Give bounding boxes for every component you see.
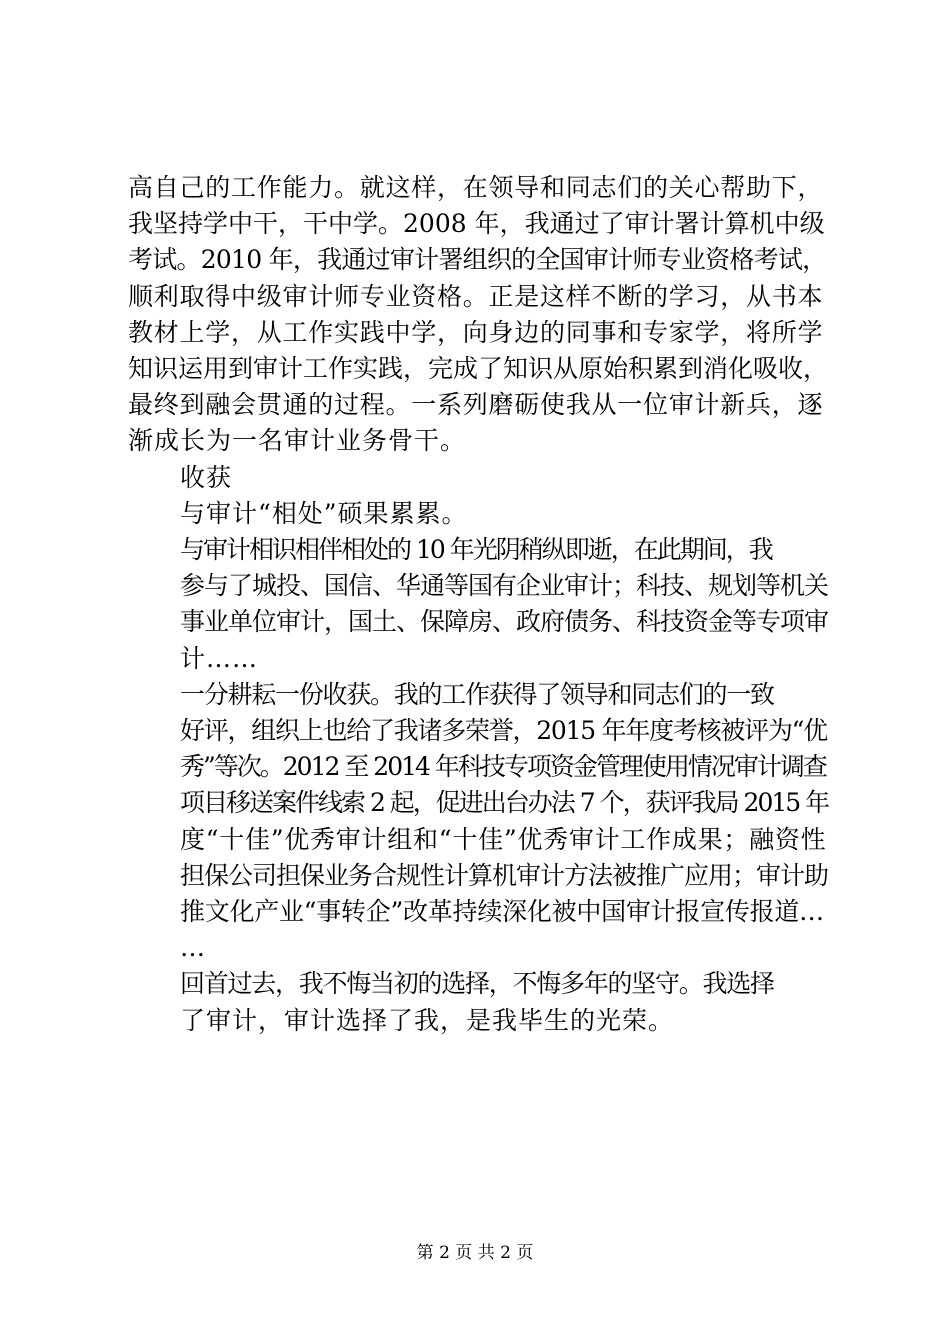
paragraph-experience bbox=[128, 532, 828, 677]
text-line: 回首过去，我不悔当初的选择，不悔多年的坚守。我选择 bbox=[180, 969, 774, 999]
page-number: 第 2 页 共 2 页 bbox=[416, 1243, 534, 1263]
text-line: 与审计“相处”硕果累累。 bbox=[180, 498, 468, 528]
text-line: … bbox=[180, 933, 206, 963]
text-line: 度“十佳”优秀审计组和“十佳”优秀审计工作成果；融资性 bbox=[180, 824, 827, 854]
text-line: 顺利取得中级审计师专业资格。正是这样不断的学习，从书本 bbox=[128, 281, 824, 311]
text-line: 秀”等次。2012 至 2014 年科技专项资金管理使用情况审计调查 bbox=[180, 752, 826, 782]
paragraph-achievements bbox=[128, 677, 828, 967]
text-line: 考试。2010 年，我通过审计署组织的全国审计师专业资格考试， bbox=[128, 245, 827, 275]
text-line: 与审计相识相伴相处的 10 年光阴稍纵即逝，在此期间，我 bbox=[180, 535, 772, 565]
text-line: 参与了城投、国信、华通等国有企业审计；科技、规划等机关 bbox=[180, 571, 829, 601]
text-line: 事业单位审计，国土、保障房、政府债务、科技资金等专项审 bbox=[180, 607, 829, 637]
text-line: 渐成长为一名审计业务骨干。 bbox=[128, 426, 467, 456]
text-line: 了审计，审计选择了我，是我毕生的光荣。 bbox=[180, 1005, 675, 1035]
text-line: 担保公司担保业务合规性计算机审计方法被推广应用；审计助 bbox=[180, 860, 829, 890]
paragraph-conclusion bbox=[128, 966, 828, 1038]
section-heading-harvest bbox=[128, 460, 828, 496]
paragraph-study bbox=[128, 170, 828, 460]
text-line: 收获 bbox=[180, 462, 233, 492]
text-line: 项目移送案件线索 2 起，促进出台办法 7 个，获评我局 2015 年 bbox=[180, 788, 829, 818]
text-line: 我坚持学中干，干中学。2008 年，我通过了审计署计算机中级 bbox=[128, 209, 825, 239]
text-line: 知识运用到审计工作实践，完成了知识从原始积累到消化吸收， bbox=[128, 354, 829, 384]
document-body bbox=[128, 170, 828, 1039]
section-subheading bbox=[128, 496, 828, 532]
text-line: 教材上学，从工作实践中学，向身边的同事和专家学，将所学 bbox=[128, 317, 824, 347]
page-footer bbox=[0, 1243, 950, 1263]
text-line: 好评，组织上也给了我诸多荣誉，2015 年年度考核被评为“优 bbox=[180, 716, 827, 746]
text-line: 计…… bbox=[180, 643, 259, 673]
text-line: 高自己的工作能力。就这样，在领导和同志们的关心帮助下， bbox=[128, 173, 824, 202]
text-line: 最终到融会贯通的过程。一系列磨砺使我从一位审计新兵，逐 bbox=[128, 390, 824, 420]
text-line: 推文化产业“事转企”改革持续深化被中国审计报宣传报道… bbox=[180, 897, 824, 927]
text-line: 一分耕耘一份收获。我的工作获得了领导和同志们的一致 bbox=[180, 679, 774, 709]
